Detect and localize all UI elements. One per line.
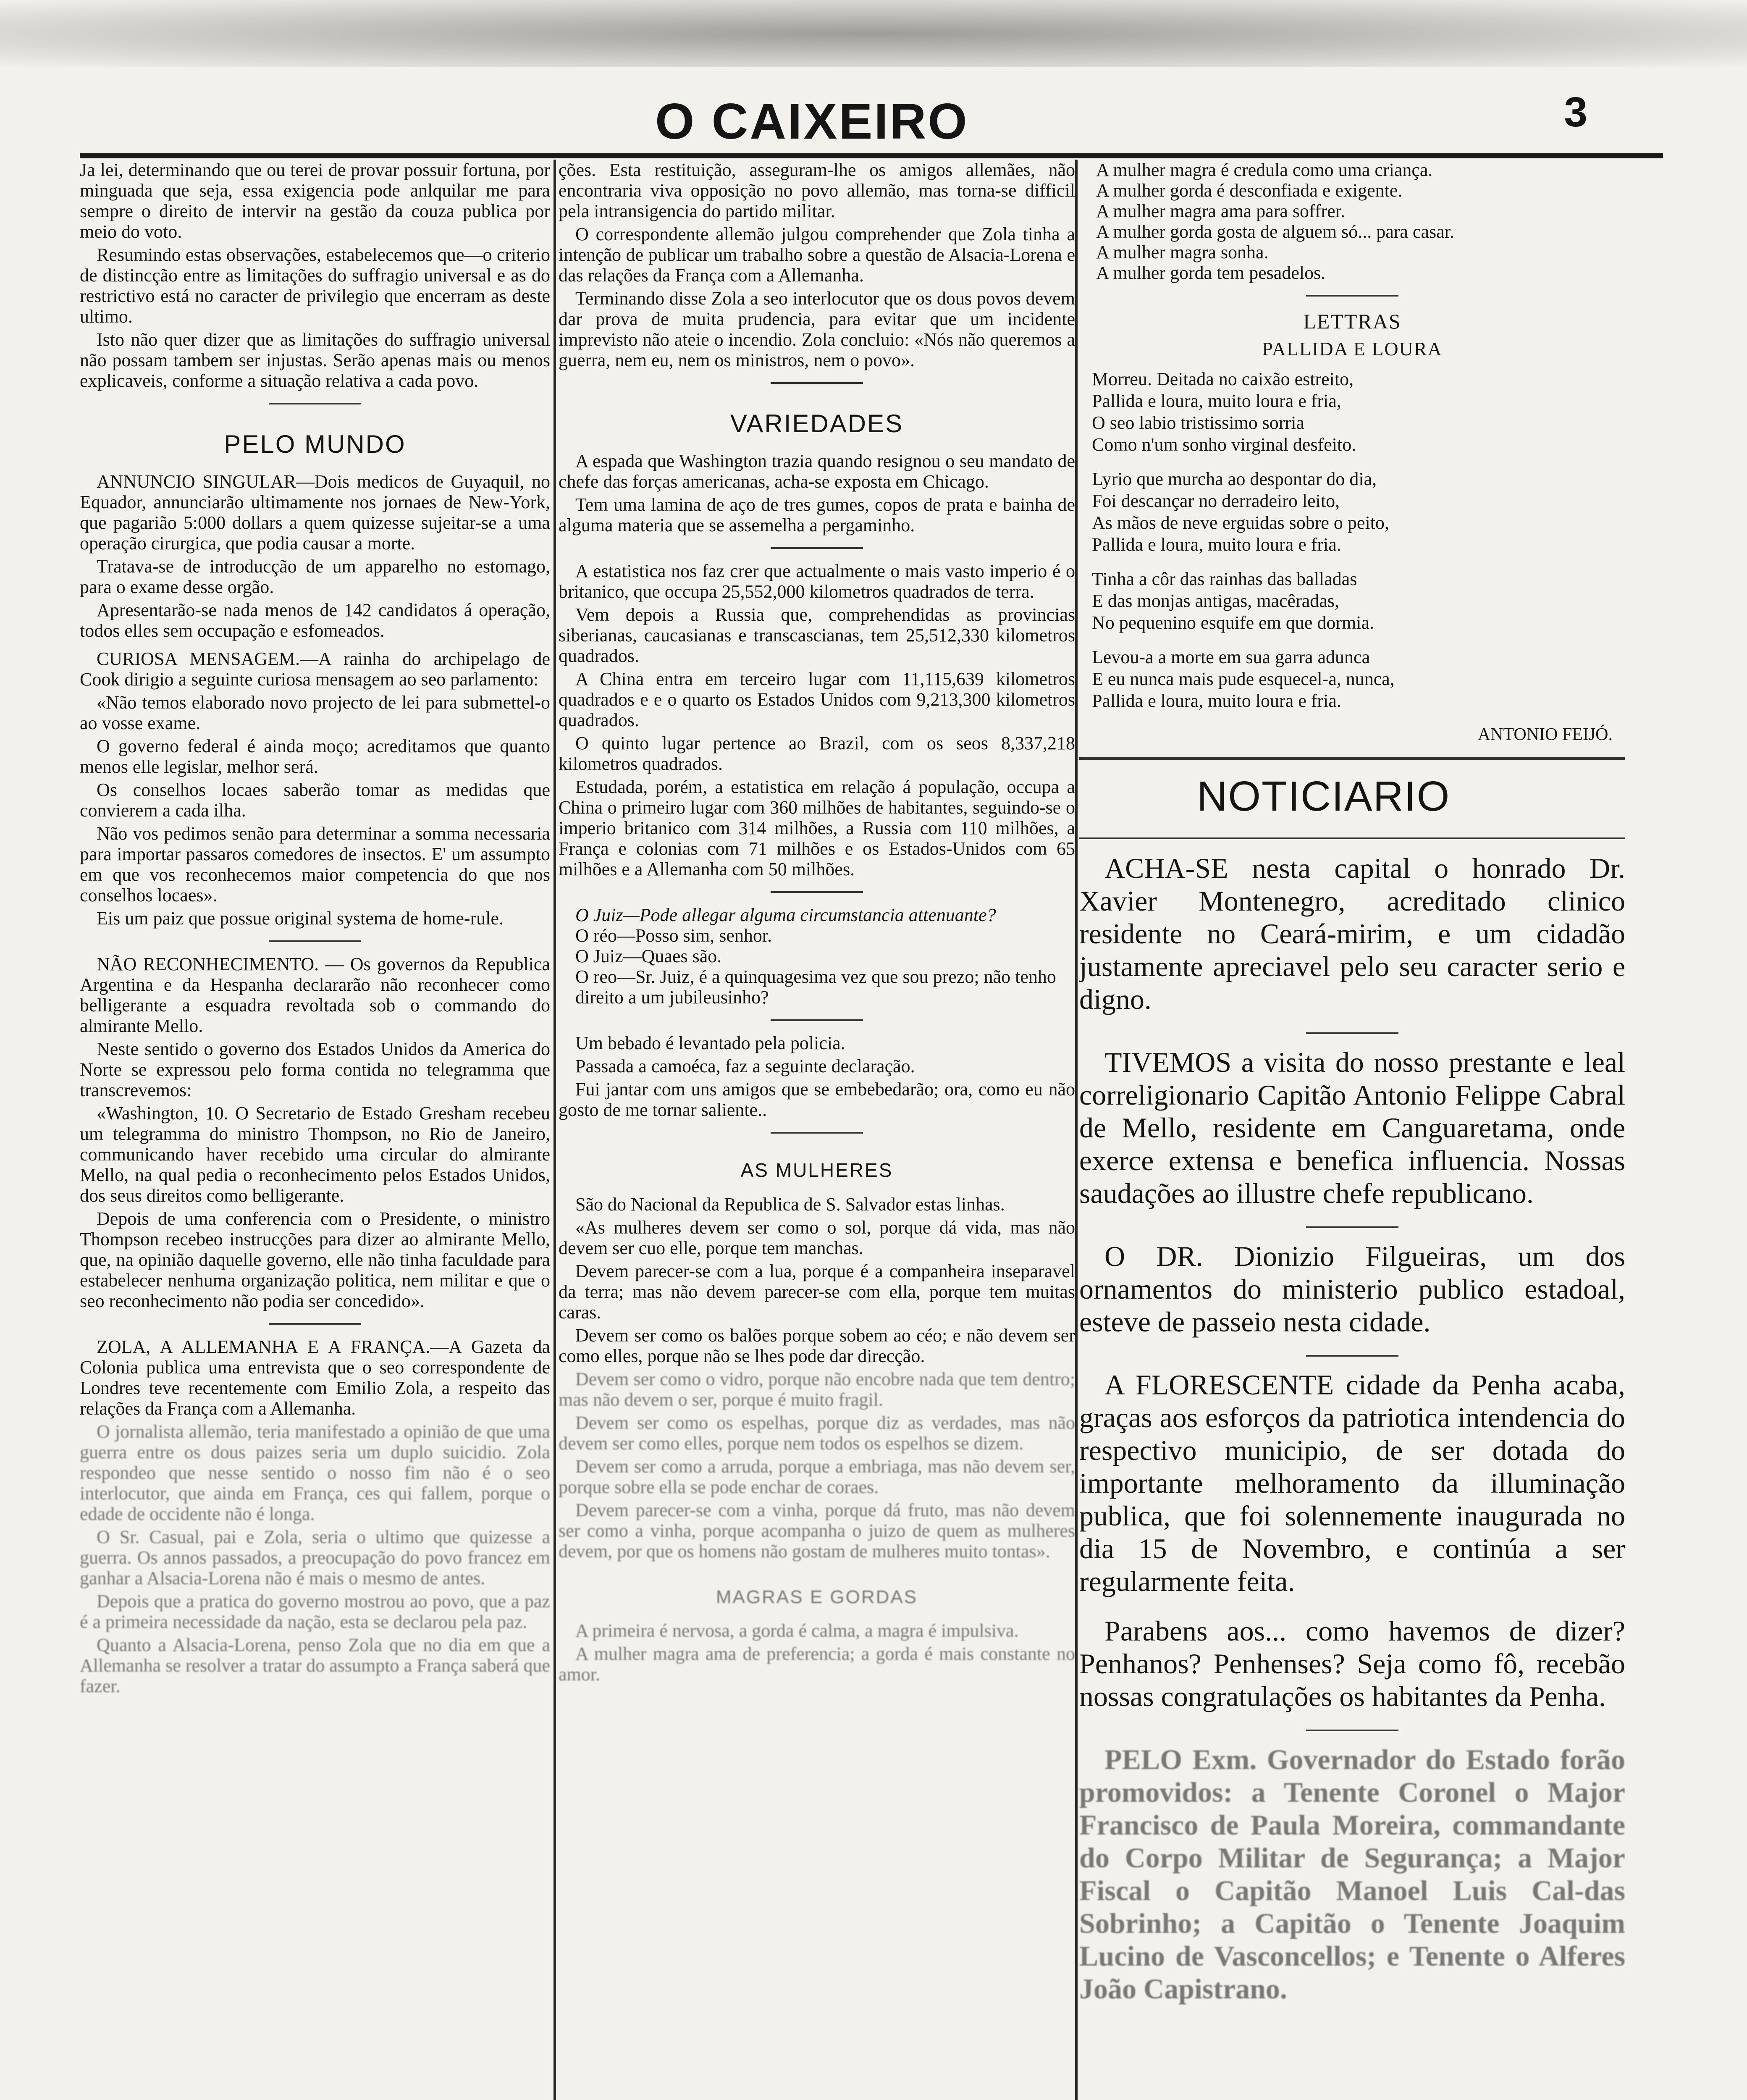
column-3: [1079, 160, 1625, 2100]
article-paragraph: A mulher magra ama de preferencia; a gorda é mais constante no amor.: [559, 1643, 1075, 1685]
article-paragraph: Os conselhos locaes saberão tomar as medidas que convierem a cada ilha.: [80, 780, 550, 821]
article-line: A mulher magra ama para soffrer.: [1096, 201, 1345, 221]
poem-stanza: [1079, 468, 1625, 556]
section-heading: PELO MUNDO: [224, 430, 406, 458]
poem-stanza: [1079, 646, 1625, 712]
article-line: A mulher magra é credula como uma criança.: [1096, 160, 1433, 180]
poem-stanza: [1079, 568, 1625, 634]
article-paragraph: Tratava-se de introducção de um apparelho no estomago, para o exame desse orgão.: [80, 556, 550, 597]
separator: [269, 1323, 361, 1325]
poem-verse: No pequenino esquife em que dormia.: [1092, 612, 1375, 633]
article-paragraph: «As mulheres devem ser como o sol, porque dá vida, mas não devem ser cuo elle, porque tem manchas.: [559, 1217, 1075, 1258]
separator: [1306, 1032, 1398, 1034]
poem-verse: E das monjas antigas, macêradas,: [1092, 591, 1339, 611]
poem-verse: Pallida e loura, muito loura e fria.: [1092, 534, 1341, 555]
separator: [1079, 837, 1625, 839]
article-paragraph: O Sr. Casual, pai e Zola, seria o ultimo que quizesse a guerra. Os annos passados, a preocupação do povo francez em ganhar a Alsacia-Lorena não é mais o mesmo de antes.: [80, 1527, 550, 1588]
article-paragraph: A estatistica nos faz crer que actualmente o mais vasto imperio é o britanico, que occupa 25,552,000 kilometros quadrados de terra.: [559, 561, 1075, 602]
article-paragraph: ções. Esta restituição, asseguram-lhe os amigos allemães, não encontraria viva opposição no povo allemão, mas torna-se difficil pela intransigencia do partido militar.: [559, 160, 1075, 221]
column-divider: [553, 160, 556, 2100]
article-paragraph: Devem parecer-se com a vinha, porque dá fruto, mas não devem ser como a vinha, porque acompanha o juizo de quem as mulheres devem, por que os homens não gostam de mulheres muito tontas».: [559, 1500, 1075, 1562]
article-paragraph: Isto não quer dizer que as limitações do suffragio universal não possam tambem ser injustas. Serão apenas mais ou menos explicaveis, conforme a situação relativa a cada povo.: [80, 329, 550, 391]
article-paragraph: Devem ser como o vidro, porque não encobre nada que tem dentro; mas não devem o ser, porque é muito fragil.: [559, 1369, 1075, 1410]
news-paragraph: A FLORESCENTE cidade da Penha acaba, graças aos esforços da patriotica intendencia do respectivo municipio, de ser dotada do importante melhoramento da illuminação publica, que foi solennemente inaugurada no dia 15 de Novembro, e continúa a ser regularmente feita.: [1079, 1369, 1625, 1597]
article-paragraph: Devem parecer-se com a lua, porque é a companheira inseparavel da terra; mas não devem parecer-se com ella, porque tem muitas caras.: [559, 1261, 1075, 1323]
section-heading: MAGRAS E GORDAS: [716, 1587, 918, 1607]
separator: [1306, 1226, 1398, 1228]
separator: [771, 547, 863, 549]
news-paragraph: PELO Exm. Governador do Estado forão promovidos: a Tenente Coronel o Major Francisco de Paula Moreira, commandante do Corpo Militar de Segurança; a Major Fiscal o Capitão Manoel Luis Cal-das Sobrinho; a Capitão o Tenente Joaquim Lucino de Vasconcellos; e Tenente o Alferes João Capistrano.: [1079, 1743, 1625, 2005]
article-paragraph: «Washington, 10. O Secretario de Estado Gresham recebeu um telegramma do ministro Thompson, no Rio de Janeiro, communicando haver recebido uma circular do almirante Mello, na qual pedia o reconhecimento pelos Estados Unidos, dos seus direitos como belligerante.: [80, 1103, 550, 1206]
poem-stanza: [1079, 368, 1625, 456]
article-paragraph: Resumindo estas observações, estabelecemos que—o criterio de distincção entre as limitações do suffragio universal e as do restrictivo está no caracter de privilegio que encerram as deste ultimo.: [80, 244, 550, 327]
separator: [771, 1019, 863, 1021]
article-paragraph: Apresentarão-se nada menos de 142 candidatos á operação, todos elles sem occupação e esfomeados.: [80, 600, 550, 641]
news-paragraph: Parabens aos... como havemos de dizer? Penhanos? Penhenses? Seja como fô, recebão nossas congratulações os habitantes da Penha.: [1079, 1615, 1625, 1712]
article-paragraph: O jornalista allemão, teria manifestado a opinião de que uma guerra entre os dous paizes seria um duplo suicidio. Zola respondeo que nesse sentido o nosso fim não é o seo interlocutor, que ainda em França, ces qui fallem, porque o edade de occidente não é longa.: [80, 1421, 550, 1524]
news-paragraph: ACHA-SE nesta capital o honrado Dr. Xavier Montenegro, acreditado clinico residente no Ceará-mirim, e um cidadão justamente apreciavel pelo seu caracter serio e digno.: [1079, 852, 1625, 1015]
article-paragraph: Tem uma lamina de aço de tres gumes, copos de prata e bainha de alguma materia que se assemelha a pergaminho.: [559, 494, 1075, 536]
separator: [269, 403, 361, 404]
column-2: [559, 160, 1075, 2100]
page-number: 3: [1564, 89, 1587, 136]
poem-verse: Pallida e loura, muito loura e fria,: [1092, 391, 1341, 411]
article-paragraph: O quinto lugar pertence ao Brazil, com os seos 8,337,218 kilometros quadrados.: [559, 733, 1075, 774]
separator: [771, 382, 863, 384]
separator: [1306, 1355, 1398, 1357]
article-paragraph: Depois que a pratica do governo mostrou ao povo, que a paz é a primeira necessidade da nação, esta se declarou pela paz.: [80, 1591, 550, 1632]
article-paragraph: O correspondente allemão julgou comprehender que Zola tinha a intenção de publicar um trabalho sobre a questão de Alsacia-Lorena e das relações da França com a Allemanha.: [559, 224, 1075, 286]
article-paragraph: Quanto a Alsacia-Lorena, penso Zola que no dia em que a Allemanha se resolver a tratar do assumpto a França saberá que fazer.: [80, 1635, 550, 1696]
separator: [771, 1132, 863, 1134]
poem-verse: Lyrio que murcha ao despontar do dia,: [1092, 469, 1377, 489]
poem-verse: Morreu. Deitada no caixão estreito,: [1092, 369, 1354, 389]
separator: [269, 940, 361, 942]
article-paragraph: O governo federal é ainda moço; acreditamos que quanto menos elle legislar, melhor será.: [80, 736, 550, 777]
article-paragraph: Neste sentido o governo dos Estados Unidos da America do Norte se expressou pelo forma contida no telegramma que transcrevemos:: [80, 1039, 550, 1100]
article-line: A mulher gorda é desconfiada e exigente.: [1096, 180, 1403, 201]
article-line: A mulher gorda gosta de alguem só... para casar.: [1096, 221, 1454, 242]
article-paragraph: Um bebado é levantado pela policia.: [575, 1033, 845, 1053]
article-paragraph: NÃO RECONHECIMENTO. — Os governos da Republica Argentina e da Hespanha declararão não reconhecer como belligerante a esquadra revoltada sob o commando do almirante Mello.: [80, 954, 550, 1036]
poem-verse: O seo labio tristissimo sorria: [1092, 412, 1304, 433]
poem-verse: Tinha a côr das rainhas das balladas: [1092, 569, 1357, 589]
article-paragraph: A China entra em terceiro lugar com 11,115,639 kilometros quadrados e e o quarto os Estados Unidos com 9,213,300 kilometros quadrados.: [559, 669, 1075, 730]
article-paragraph: Vem depois a Russia que, comprehendidas as provincias siberianas, caucasianas e transcascianas, tem 25,512,330 kilometros quadrados.: [559, 604, 1075, 666]
separator: [1306, 1730, 1398, 1731]
poem-author: ANTONIO FEIJÓ.: [1477, 725, 1613, 744]
article-paragraph: Devem ser como os balões porque sobem ao céo; e não devem ser como elles, porque não se lhes pode dar direcção.: [559, 1325, 1075, 1366]
article-paragraph: São do Nacional da Republica de S. Salvador estas linhas.: [575, 1194, 1005, 1215]
dialog-line: O Juiz—Quaes são.: [575, 946, 722, 966]
article-paragraph: ANNUNCIO SINGULAR—Dois medicos de Guyaquil, no Equador, annunciarão ultimamente nos jornaes de New-York, que pagarião 5:000 dollars a quem quizesse sujeitar-se a uma operação cirurgica, que podia causar a morte.: [80, 471, 550, 554]
article-paragraph: «Não temos elaborado novo projecto de lei para submettel-o ao vosse exame.: [80, 692, 550, 733]
article-paragraph: A primeira é nervosa, a gorda é calma, a magra é impulsiva.: [575, 1620, 1019, 1641]
article-line: A mulher gorda tem pesadelos.: [1096, 262, 1326, 283]
article-paragraph: Ja lei, determinando que ou terei de provar possuir fortuna, por minguada que seja, essa exigencia pode anlquilar me para sempre o direito de intervir na gestão da couza publica por meio do voto.: [80, 160, 550, 242]
poem-verse: E eu nunca mais pude esquecel-a, nunca,: [1092, 669, 1395, 689]
article-paragraph: Terminando disse Zola a seo interlocutor que os dous povos devem dar prova de muita prudencia, para evitar que um incidente imprevisto não ateie o incendio. Zola concluio: «Nós não queremos a guerra, nem eu, nem os ministros, nem o povo».: [559, 288, 1075, 370]
separator: [1079, 757, 1625, 760]
news-paragraph: O DR. Dionizio Filgueiras, um dos ornamentos do ministerio publico estadoal, esteve de passeio nesta cidade.: [1079, 1240, 1625, 1338]
dialog-line: O reo—Sr. Juiz, é a quinquagesima vez que sou prezo; não tenho direito a um jubileusinho?: [575, 966, 1056, 1008]
article-paragraph: Eis um paiz que possue original systema de home-rule.: [97, 908, 504, 929]
poem-verse: Como n'um sonho virginal desfeito.: [1092, 434, 1356, 455]
section-heading: AS MULHERES: [740, 1159, 893, 1181]
poem-verse: Pallida e loura, muito loura e fria.: [1092, 690, 1341, 711]
article-paragraph: Passada a camoéca, faz a seguinte declaração.: [575, 1056, 915, 1076]
newspaper-title: O CAIXEIRO: [655, 93, 969, 150]
masthead: [0, 67, 1747, 151]
section-heading: LETTRAS: [1303, 310, 1401, 333]
article-paragraph: Devem ser como os espelhas, porque diz as verdades, mas não devem ser como elles, porque nem todos os espelhos se dizem.: [559, 1412, 1075, 1454]
dialog-line: O réo—Posso sim, senhor.: [575, 925, 772, 946]
separator: [771, 891, 863, 893]
article-paragraph: CURIOSA MENSAGEM.—A rainha do archipelago de Cook dirigio a seguinte curiosa mensagem ao seo parlamento:: [80, 648, 550, 690]
article-paragraph: Depois de uma conferencia com o Presidente, o ministro Thompson recebeo instrucções para dizer ao almirante Mello, que, na opinião daquelle governo, elle não tinha faculdade para estabelecer nenhuma organização politica, nem militar e que o seo reconhecimento não podia ser concedido».: [80, 1208, 550, 1311]
separator: [1306, 295, 1398, 297]
poem-title: PALLIDA E LOURA: [1262, 338, 1443, 360]
article-paragraph: A espada que Washington trazia quando resignou o seu mandato de chefe das forças americanas, acha-se exposta em Chicago.: [559, 451, 1075, 492]
header-rule: [80, 153, 1663, 158]
article-paragraph: Devem ser como a arruda, porque a embriaga, mas não devem ser, porque sobre ella se pode enchar de coraes.: [559, 1456, 1075, 1497]
article-paragraph: ZOLA, A ALLEMANHA E A FRANÇA.—A Gazeta da Colonia publica uma entrevista que o seo correspondente de Londres teve recentemente com Emilio Zola, a respeito das relações da França com a Allemanha.: [80, 1336, 550, 1419]
news-paragraph: TIVEMOS a visita do nosso prestante e leal correligionario Capitão Antonio Felippe Cabral de Mello, residente em Canguaretama, onde exerce extensa e benefica influencia. Nossas saudações ao illustre chefe republicano.: [1079, 1046, 1625, 1209]
section-heading: NOTICIARIO: [1197, 773, 1451, 820]
article-paragraph: Não vos pedimos senão para determinar a somma necessaria para importar passaros comedores de insectos. E' um assumpto em que vos reconhecemos maior competencia do que nos conselhos locaes».: [80, 823, 550, 906]
poem-verse: As mãos de neve erguidas sobre o peito,: [1092, 512, 1389, 533]
column-divider: [1075, 160, 1078, 2100]
article-line: A mulher magra sonha.: [1096, 242, 1269, 262]
page-stain: [0, 0, 1747, 67]
dialog-line: O Juiz—Pode allegar alguma circumstancia attenuante?: [575, 905, 996, 925]
article-paragraph: Fui jantar com uns amigos que se embebedarão; ora, como eu não gosto de me tornar saliente..: [559, 1079, 1075, 1120]
poem-verse: Foi descançar no derradeiro leito,: [1092, 491, 1340, 511]
poem-verse: Levou-a a morte em sua garra adunca: [1092, 647, 1370, 667]
section-heading: VARIEDADES: [730, 410, 904, 438]
article-paragraph: Estudada, porém, a estatistica em relação á população, occupa a China o primeiro lugar com 360 milhões de habitantes, seguindo-se o imperio britanico com 314 milhões, a Russia com 110 milhões, a França e colonias com 71 milhões e os Estados-Unidos com 65 milhões e a Allemanha com 50 milhões.: [559, 777, 1075, 879]
column-1: [80, 160, 550, 2100]
